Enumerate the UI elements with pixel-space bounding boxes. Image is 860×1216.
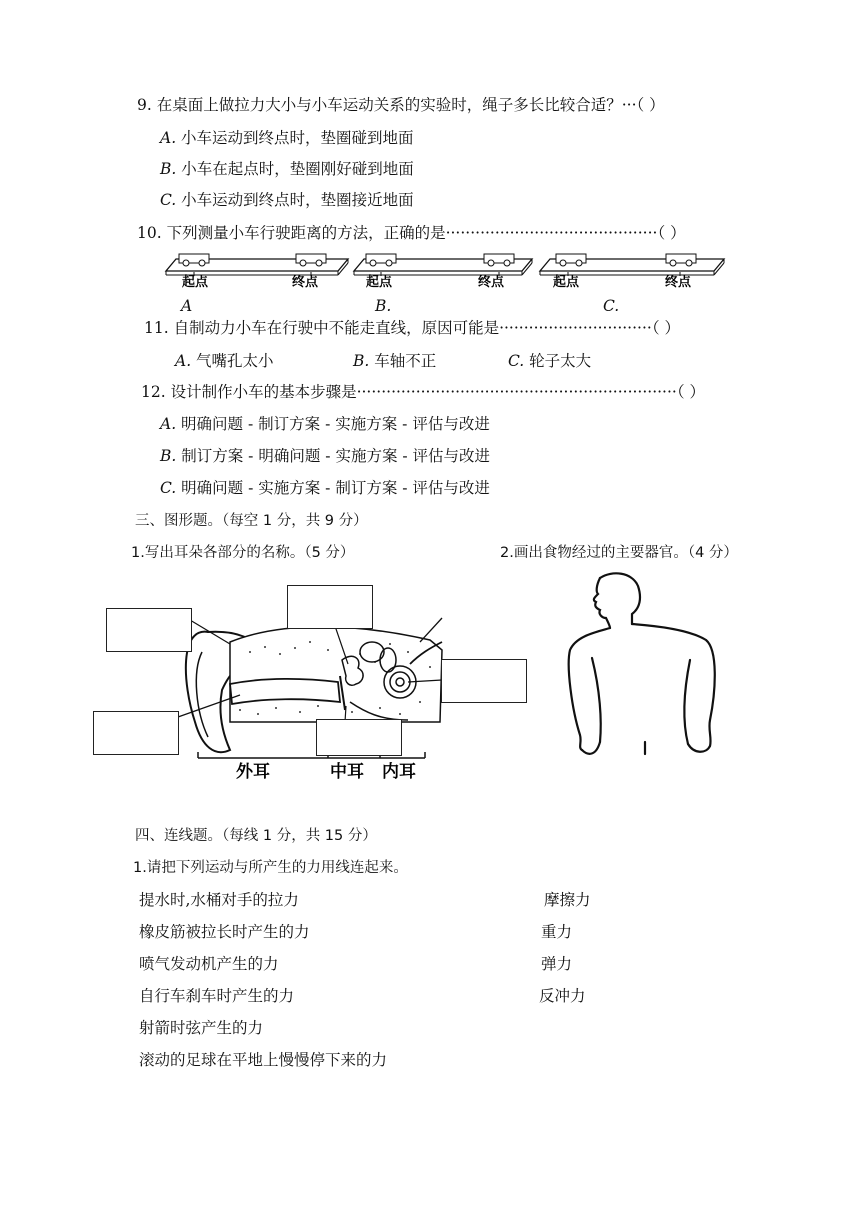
end-label-a: 终点	[292, 275, 319, 290]
track-c	[540, 254, 724, 276]
match-left-item[interactable]: 提水时,水桶对手的拉力	[139, 891, 299, 909]
q9-stem: 9. 在桌面上做拉力大小与小车运动关系的实验时，绳子多长比较合适？···（ ）	[137, 96, 665, 114]
start-label-a: 起点	[182, 275, 209, 290]
option-letter: C.	[508, 352, 525, 370]
start-label-c: 起点	[553, 275, 580, 290]
option-letter: C.	[160, 479, 177, 497]
option-text: 小车在起点时，垫圈刚好碰到地面	[176, 160, 414, 178]
label-inner-ear: 内耳	[382, 762, 416, 782]
q10-option-c: C.	[603, 297, 620, 315]
q10-stem: 10. 下列测量小车行驶距离的方法，正确的是···········································（ ）	[137, 224, 686, 242]
section4-title: 四、连线题。（每线 1 分，共 15 分）	[135, 828, 377, 844]
label-middle-ear: 中耳	[330, 762, 364, 782]
track-b	[354, 254, 532, 276]
option-letter: C.	[160, 191, 177, 209]
answer-box-5[interactable]	[316, 719, 402, 756]
label-outer-ear: 外耳	[236, 762, 270, 782]
section3-q2: 2.画出食物经过的主要器官。（4 分）	[500, 545, 738, 561]
answer-box-1[interactable]	[106, 608, 192, 652]
q11-option-c	[508, 351, 591, 371]
option-text: 轮子太大	[524, 352, 592, 370]
option-letter: B.	[160, 447, 177, 465]
match-left-item[interactable]: 滚动的足球在平地上慢慢停下来的力	[139, 1051, 388, 1069]
section4-q1: 1.请把下列运动与所产生的力用线连起来。	[133, 860, 408, 876]
answer-box-4[interactable]	[93, 711, 179, 755]
answer-box-2[interactable]	[287, 585, 373, 629]
q9-option-a	[160, 128, 414, 148]
match-left-item[interactable]: 喷气发动机产生的力	[139, 955, 279, 973]
section3-q1: 1.写出耳朵各部分的名称。（5 分）	[131, 545, 355, 561]
end-label-b: 终点	[478, 275, 505, 290]
q9-option-c	[160, 190, 414, 210]
q9-option-b	[160, 159, 414, 179]
q10-option-b: B.	[375, 297, 392, 315]
match-left-item[interactable]: 自行车刹车时产生的力	[139, 987, 295, 1005]
body-outline	[560, 570, 760, 760]
answer-box-3[interactable]	[441, 659, 527, 703]
q10-option-a: A	[181, 297, 193, 315]
match-right-item[interactable]: 弹力	[541, 955, 573, 973]
option-text: 小车运动到终点时，垫圈接近地面	[176, 191, 414, 209]
q12-option-a	[160, 414, 490, 434]
end-label-c: 终点	[665, 275, 692, 290]
match-right-item[interactable]: 反冲力	[539, 987, 586, 1005]
option-text: 制订方案 - 明确问题 - 实施方案 - 评估与改进	[176, 447, 491, 465]
option-text: 明确问题 - 实施方案 - 制订方案 - 评估与改进	[176, 479, 490, 497]
q12-option-c	[160, 478, 490, 498]
option-letter: B.	[160, 160, 177, 178]
q11-option-a	[175, 351, 274, 371]
option-letter: A.	[160, 129, 177, 147]
start-label-b: 起点	[366, 275, 393, 290]
option-text: 气嘴孔太小	[191, 352, 274, 370]
match-right-item[interactable]: 重力	[541, 923, 573, 941]
match-left-item[interactable]: 射箭时弦产生的力	[139, 1019, 264, 1037]
q11-option-b	[353, 351, 436, 371]
section3-title: 三、图形题。（每空 1 分，共 9 分）	[135, 513, 368, 529]
match-left-item[interactable]: 橡皮筋被拉长时产生的力	[139, 923, 310, 941]
option-letter: A.	[160, 415, 177, 433]
match-right-item[interactable]: 摩擦力	[544, 891, 591, 909]
option-text: 明确问题 - 制订方案 - 实施方案 - 评估与改进	[176, 415, 490, 433]
q12-option-b	[160, 446, 490, 466]
q12-stem: 12. 设计制作小车的基本步骤是·································································（ ）	[141, 383, 706, 401]
option-letter: B.	[353, 352, 370, 370]
q10-track-figures	[0, 246, 860, 306]
option-text: 车轴不正	[369, 352, 437, 370]
option-text: 小车运动到终点时，垫圈碰到地面	[176, 129, 414, 147]
option-letter: A.	[175, 352, 192, 370]
q11-stem: 11. 自制动力小车在行驶中不能走直线，原因可能是·······························（ ）	[144, 319, 680, 337]
track-a	[166, 254, 348, 276]
